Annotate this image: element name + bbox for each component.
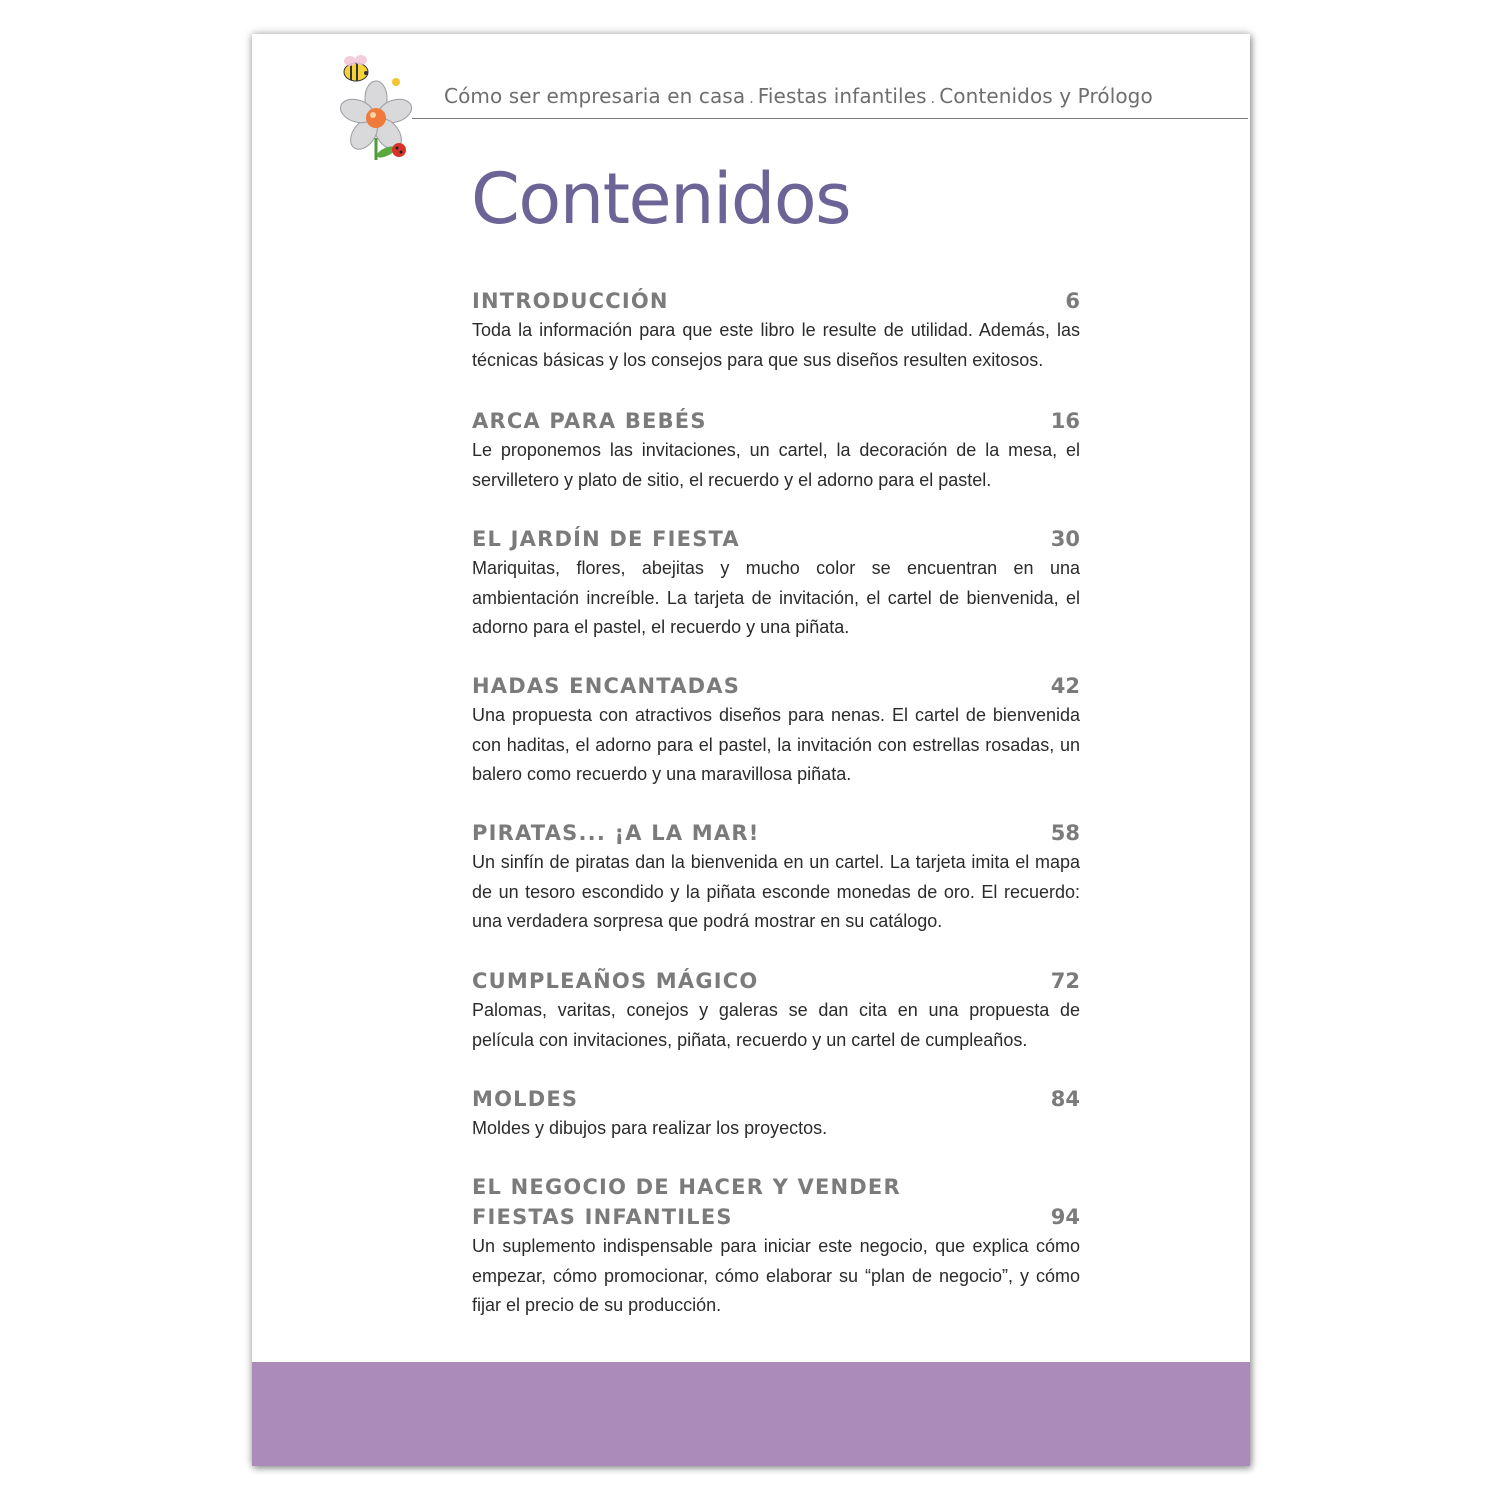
running-header-separator: .	[749, 91, 754, 107]
toc-entry-moldes	[472, 1084, 1080, 1144]
toc-heading: PIRATAS... ¡A LA MAR!	[472, 821, 760, 845]
toc-description: Moldes y dibujos para realizar los proyectos.	[472, 1118, 828, 1138]
toc-entry-el-jardin-de-fiesta	[472, 524, 1080, 643]
page-title: Contenidos	[471, 158, 851, 240]
toc-entry-el-negocio	[472, 1172, 1080, 1321]
toc-heading: EL NEGOCIO DE HACER Y VENDER FIESTAS INFANTILES	[472, 1175, 901, 1229]
running-header-separator: .	[930, 91, 936, 107]
toc-heading: EL JARDÍN DE FIESTA	[472, 527, 740, 551]
header-rule	[412, 118, 1248, 119]
toc-heading: INTRODUCCIÓN	[472, 289, 669, 313]
running-header-book: Cómo ser empresaria en casa	[444, 84, 746, 108]
toc-heading: MOLDES	[472, 1087, 579, 1111]
book-page	[252, 34, 1250, 1466]
toc-page-number: 58	[1050, 821, 1080, 845]
running-header	[444, 84, 1153, 108]
toc-page-number: 30	[1050, 527, 1080, 551]
footer-band	[252, 1362, 1250, 1466]
toc-entry-introduccion	[472, 286, 1080, 375]
toc-entry-cumpleanos-magico	[472, 966, 1080, 1055]
toc-page-number: 6	[1065, 289, 1080, 313]
bee-flower-icon	[336, 52, 416, 162]
toc-description: Una propuesta con atractivos diseños para nenas. El cartel de bienvenida con haditas, el adorno para el pastel, la invitación con estrellas rosadas, un balero como recuerdo y una maravillosa piñata.	[472, 705, 1080, 784]
toc-description: Mariquitas, flores, abejitas y mucho color se encuentran en una ambientación increíble. La tarjeta de invitación, el cartel de bienvenida, el adorno para el pastel, el recuerdo y una piñata.	[472, 558, 1080, 637]
toc-description: Toda la información para que este libro le resulte de utilidad. Además, las técnicas básicas y los consejos para que sus diseños resulten exitosos.	[472, 320, 1080, 370]
toc-description: Palomas, varitas, conejos y galeras se dan cita en una propuesta de película con invitaciones, piñata, recuerdo y un cartel de cumpleaños.	[472, 1000, 1080, 1050]
toc-heading: ARCA PARA BEBÉS	[472, 409, 707, 433]
toc-page-number: 16	[1050, 409, 1080, 433]
toc-entry-arca-para-bebes	[472, 406, 1080, 495]
toc-page-number: 72	[1050, 969, 1080, 993]
toc-page-number: 94	[1050, 1205, 1080, 1229]
toc-description: Un sinfín de piratas dan la bienvenida en un cartel. La tarjeta imita el mapa de un tesoro escondido y la piñata esconde monedas de oro. El recuerdo: una verdadera sorpresa que podrá mostrar en su catálogo.	[472, 852, 1080, 931]
toc-description: Un suplemento indispensable para iniciar este negocio, que explica cómo empezar, cómo promocionar, cómo elaborar su “plan de negocio”, y cómo fijar el precio de su producción.	[472, 1236, 1080, 1315]
toc-heading: CUMPLEAÑOS MÁGICO	[472, 969, 759, 993]
toc-description: Le proponemos las invitaciones, un cartel, la decoración de la mesa, el servilletero y plato de sitio, el recuerdo y el adorno para el pastel.	[472, 440, 1080, 490]
toc-page-number: 42	[1050, 674, 1080, 698]
toc-entry-piratas-a-la-mar	[472, 818, 1080, 937]
toc-entry-hadas-encantadas	[472, 671, 1080, 790]
toc-page-number: 84	[1050, 1087, 1080, 1111]
running-header-section: Contenidos y Prólogo	[939, 84, 1153, 108]
toc-heading: HADAS ENCANTADAS	[472, 674, 741, 698]
running-header-volume: Fiestas infantiles	[757, 84, 927, 108]
